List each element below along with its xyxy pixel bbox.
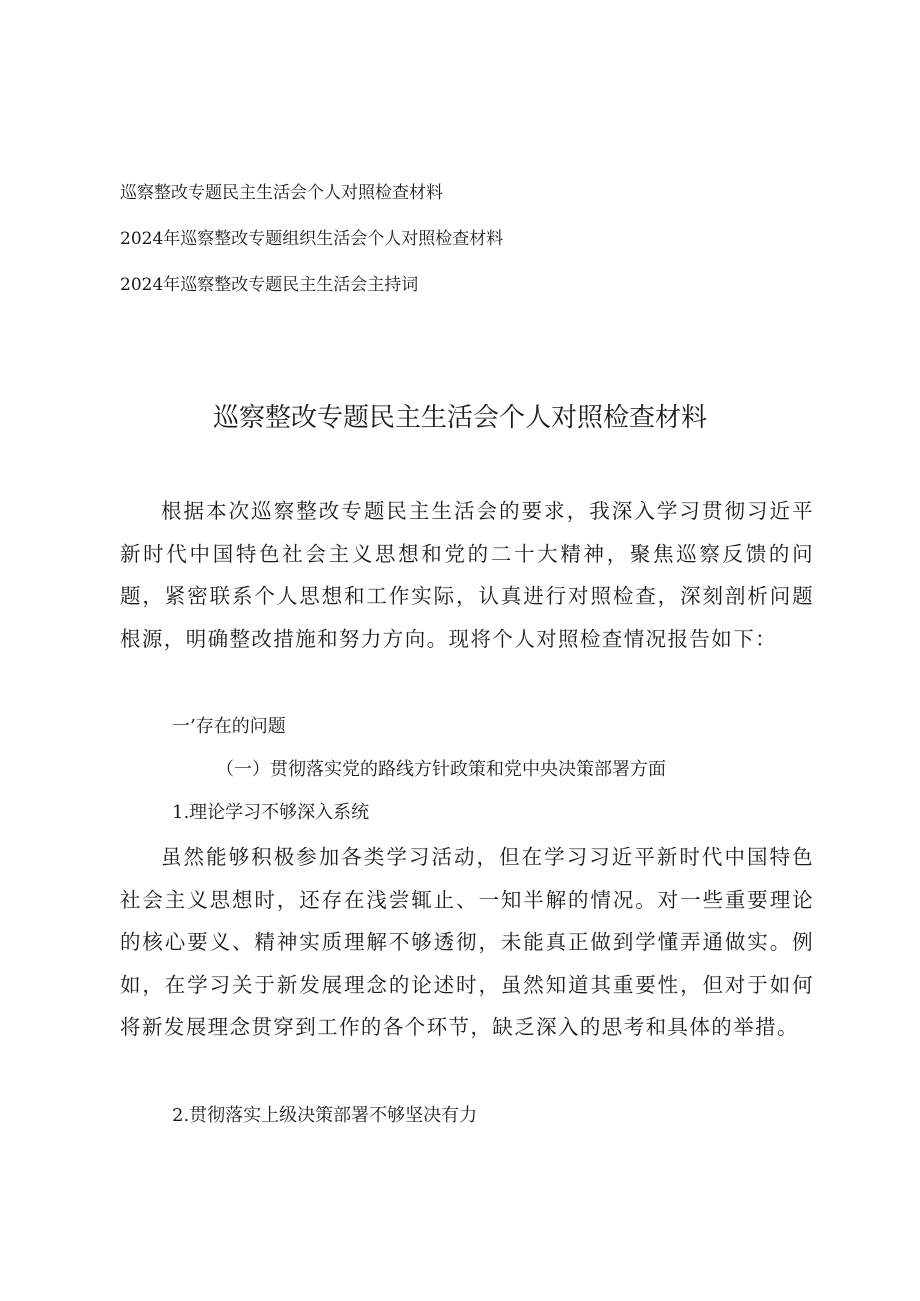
intro-paragraph: 根据本次巡察整改专题民主生活会的要求，我深入学习贯彻习近平新时代中国特色社会主义思想和党的二十大精神，聚焦巡察反馈的问题，紧密联系个人思想和工作实际，认真进行对照检查，深刻剖析问题根源，明确整改措施和努力方向。现将个人对照检查情况报告如下： (120, 499, 814, 651)
related-document-link[interactable]: 巡察整改专题民主生活会个人对照检查材料 (120, 183, 443, 203)
section-heading: 一’存在的问题 (172, 716, 286, 737)
item-paragraph: 虽然能够积极参加各类学习活动，但在学习习近平新时代中国特色社会主义思想时，还存在浅尝辄止、一知半解的情况。对一些重要理论的核心要义、精神实质理解不够透彻，未能真正做到学懂弄通做实。例如，在学习关于新发展理念的论述时，虽然知道其重要性，但对于如何将新发展理念贯穿到工作的各个环节，缺乏深入的思考和具体的举措。 (120, 845, 814, 1040)
related-document-link[interactable]: 2024年巡察整改专题民主生活会主持词 (120, 275, 419, 295)
item-heading: 2.贯彻落实上级决策部署不够坚决有力 (172, 1105, 478, 1126)
related-document-link[interactable]: 2024年巡察整改专题组织生活会个人对照检查材料 (120, 229, 504, 249)
related-documents-list (120, 170, 820, 308)
item-heading: 1.理论学习不够深入系统 (172, 802, 370, 823)
document-title: 巡察整改专题民主生活会个人对照检查材料 (212, 403, 707, 433)
subsection-heading: （一）贯彻落实党的路线方针政策和党中央决策部署方面 (216, 759, 666, 780)
